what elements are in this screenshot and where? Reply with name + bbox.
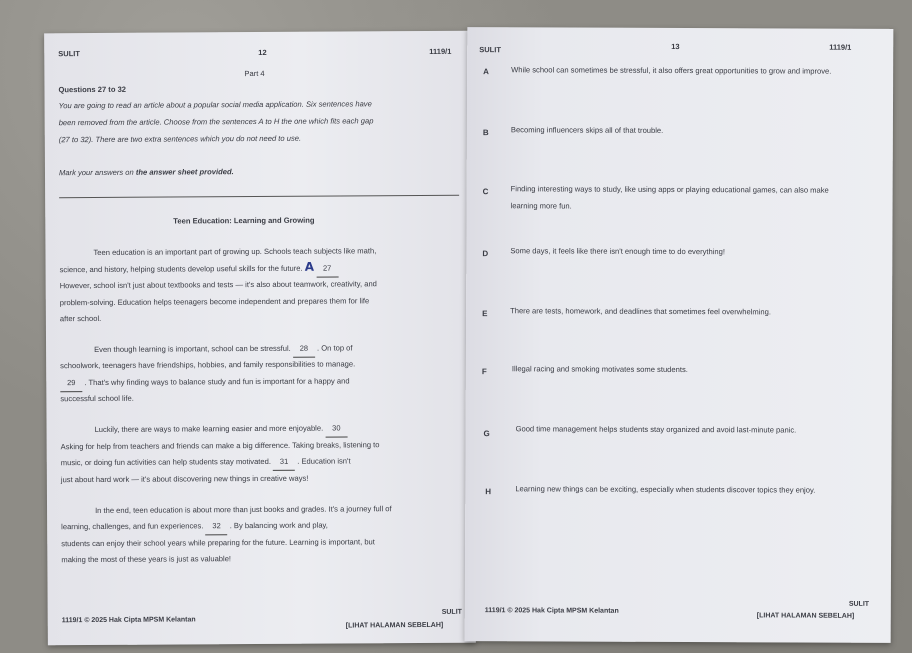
p2-line-1: Even though learning is important, school can be stressful. 28 . On top of <box>94 339 353 359</box>
option-text-e: There are tests, homework, and deadlines that sometimes feel overwhelming. <box>510 306 771 317</box>
option-letter-d: D <box>482 249 489 259</box>
page-number: 13 <box>671 41 680 51</box>
footer-next-page: [LIHAT HALAMAN SEBELAH] <box>345 621 444 630</box>
paper-code: 1119/1 <box>429 46 452 56</box>
gap-31[interactable]: 31 <box>273 453 295 471</box>
option-letter-c: C <box>482 187 489 197</box>
footer-copyright: 1119/1 © 2025 Hak Cipta MPSM Kelantan <box>61 616 196 625</box>
option-letter-f: F <box>481 367 487 377</box>
option-text-h: Learning new things can be exciting, especially when students discover topics they enjoy. <box>515 484 816 495</box>
p4-line-3: students can enjoy their school years while preparing for the future. Learning is important, but <box>61 537 375 549</box>
p1-line-3: However, school isn't just about textbooks and tests — it's also about teamwork, creativity, and <box>59 279 377 291</box>
gap-32[interactable]: 32 <box>206 517 228 535</box>
p1-line-5: after school. <box>59 313 102 324</box>
option-letter-a: A <box>483 67 489 77</box>
part-label: Part 4 <box>244 68 265 79</box>
option-text-c: Finding interesting ways to study, like using apps or playing educational games, can also make learning more fun. <box>510 184 829 211</box>
option-letter-b: B <box>482 128 489 138</box>
header-sulit: SULIT <box>58 49 80 59</box>
instruction-line-3: (27 to 32). There are two extra sentences which you do not need to use. <box>58 133 302 145</box>
footer-sulit: SULIT <box>441 608 462 616</box>
p4-line-1: In the end, teen education is about more than just books and grades. It's a journey full of <box>95 504 392 516</box>
gap-29[interactable]: 29 <box>60 374 82 392</box>
footer-copyright: 1119/1 © 2025 Hak Cipta MPSM Kelantan <box>484 607 619 615</box>
p2-line-4: successful school life. <box>60 393 134 404</box>
gap-27[interactable]: 27 <box>316 260 338 278</box>
option-letter-g: G <box>483 429 490 439</box>
option-text-f: Illegal racing and smoking motivates some students. <box>511 364 688 375</box>
right-page <box>465 27 894 643</box>
footer-next-page: [LIHAT HALAMAN SEBELAH] <box>756 612 855 620</box>
p3-line-2: Asking for help from teachers and friends can make a big difference. Taking breaks, listening to <box>60 440 380 452</box>
page-number: 12 <box>258 47 267 58</box>
questions-title: Questions 27 to 32 <box>58 84 127 95</box>
header-sulit: SULIT <box>479 45 501 55</box>
option-text-b: Becoming influencers skips all of that trouble. <box>510 125 664 135</box>
option-letter-h: H <box>485 487 492 497</box>
gap-30[interactable]: 30 <box>325 419 347 437</box>
article-title: Teen Education: Learning and Growing <box>173 215 315 226</box>
paper-code: 1119/1 <box>829 42 852 52</box>
left-page <box>44 31 476 646</box>
p4-line-4: making the most of these years is just as valuable! <box>61 554 232 565</box>
instruction-line-1: You are going to read an article about a popular social media application. Six sentences have <box>58 99 372 111</box>
footer-sulit: SULIT <box>848 600 870 608</box>
option-letter-e: E <box>482 309 488 319</box>
option-text-g: Good time management helps students stay organized and avoid last-minute panic. <box>515 424 797 435</box>
mark-instruction: Mark your answers on the answer sheet provided. <box>58 167 234 178</box>
gap-28[interactable]: 28 <box>293 340 315 358</box>
option-text-a: While school can sometimes be stressful, it also offers great opportunities to grow and improve. <box>511 65 832 76</box>
instruction-line-2: been removed from the article. Choose from the sentences A to H the one which fits each gap <box>58 116 374 128</box>
p3-line-3: music, or doing fun activities can help students stay motivated. 31 . Education isn't <box>61 452 351 472</box>
option-text-d: Some days, it feels like there isn't enough time to do everything! <box>510 246 726 257</box>
p3-line-4: just about hard work — it's about discovering new things in creative ways! <box>60 473 309 485</box>
p1-line-2: science, and history, helping students develop useful skills for the future. A 27 <box>60 259 339 280</box>
p1-line-1: Teen education is an important part of growing up. Schools teach subjects like math, <box>93 246 377 258</box>
divider <box>59 195 459 198</box>
p3-line-1: Luckily, there are ways to make learning easier and more enjoyable. 30 <box>95 419 348 439</box>
handwritten-answer-27: A <box>304 259 315 274</box>
p2-line-2: schoolwork, teenagers have friendships, hobbies, and family responsibilities to manage. <box>60 359 356 371</box>
p2-line-3: 29 . That's why finding ways to balance study and fun is important for a happy and <box>60 372 349 392</box>
p1-line-4: problem-solving. Education helps teenagers become independent and prepares them for life <box>59 296 370 308</box>
p4-line-2: learning, challenges, and fun experiences. 32 . By balancing work and play, <box>61 517 328 537</box>
